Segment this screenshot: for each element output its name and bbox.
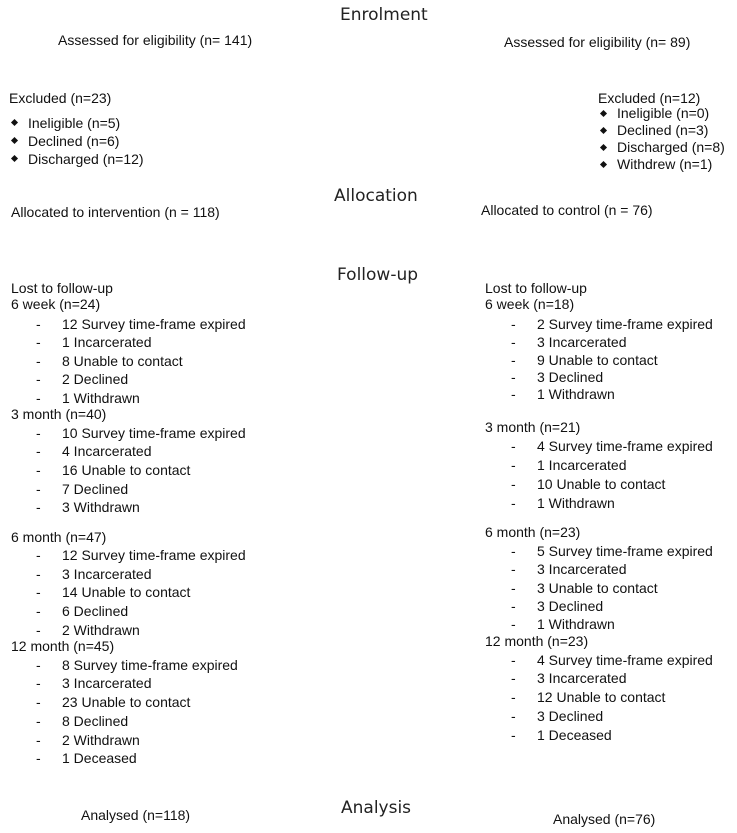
list-item: Ineligible (n=5) bbox=[9, 114, 144, 132]
intervention-analysed: Analysed (n=118) bbox=[81, 807, 191, 823]
list-item: Declined (n=6) bbox=[9, 132, 144, 150]
list-item: Discharged (n=12) bbox=[9, 150, 144, 168]
intervention-allocated: Allocated to intervention (n = 118) bbox=[11, 204, 220, 220]
control-period-6-month: 6 month (n=23) bbox=[485, 524, 581, 540]
intervention-lost-heading: Lost to follow-up bbox=[11, 280, 113, 296]
diamond-bullet-icon bbox=[600, 110, 607, 117]
list-item: Withdrew (n=1) bbox=[598, 156, 725, 173]
control-analysed: Analysed (n=76) bbox=[553, 811, 656, 827]
stage-followup: Follow-up bbox=[337, 265, 419, 285]
stage-enrolment: Enrolment bbox=[340, 5, 428, 25]
intervention-period-6-week: 6 week (n=24) bbox=[11, 296, 101, 312]
control-excluded-reasons bbox=[598, 105, 725, 173]
intervention-excluded-reasons bbox=[9, 114, 144, 168]
intervention-excluded: Excluded (n=23) bbox=[9, 90, 112, 106]
intervention-period-6-month: 6 month (n=47) bbox=[11, 529, 107, 545]
control-excluded: Excluded (n=12) bbox=[598, 90, 701, 106]
control-lost-heading: Lost to follow-up bbox=[485, 280, 587, 296]
diamond-bullet-icon bbox=[600, 161, 607, 168]
intervention-period-12-month: 12 month (n=45) bbox=[11, 638, 115, 654]
control-period-6-week: 6 week (n=18) bbox=[485, 296, 575, 312]
list-item: Ineligible (n=0) bbox=[598, 105, 725, 122]
stage-allocation: Allocation bbox=[334, 186, 418, 206]
list-item: Declined (n=3) bbox=[598, 122, 725, 139]
diamond-bullet-icon bbox=[11, 155, 18, 162]
control-allocated: Allocated to control (n = 76) bbox=[481, 202, 653, 218]
diamond-bullet-icon bbox=[11, 137, 18, 144]
control-period-3-month: 3 month (n=21) bbox=[485, 419, 581, 435]
intervention-period-3-month: 3 month (n=40) bbox=[11, 406, 107, 422]
intervention-assessed: Assessed for eligibility (n= 141) bbox=[58, 32, 253, 48]
diamond-bullet-icon bbox=[600, 127, 607, 134]
diamond-bullet-icon bbox=[11, 119, 18, 126]
stage-analysis: Analysis bbox=[341, 798, 412, 818]
diamond-bullet-icon bbox=[600, 144, 607, 151]
control-assessed: Assessed for eligibility (n= 89) bbox=[504, 34, 691, 50]
list-item: Discharged (n=8) bbox=[598, 139, 725, 156]
control-period-12-month: 12 month (n=23) bbox=[485, 633, 589, 649]
